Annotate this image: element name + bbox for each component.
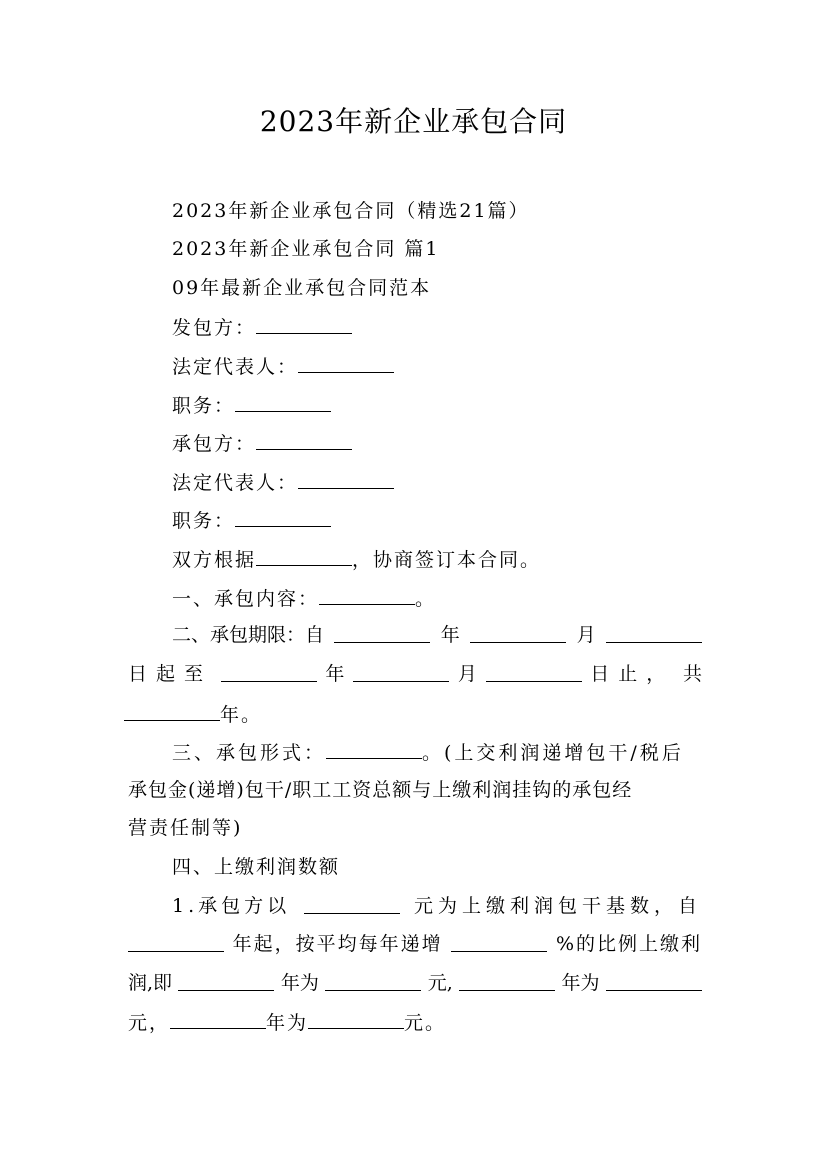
clause-text: 共 [682, 663, 702, 685]
section-heading: 2023年新企业承包合同 篇1 [172, 238, 440, 260]
party-b-rep-field [172, 468, 394, 496]
clause-text: 元为上缴利润包干基数，自 [413, 895, 702, 917]
clause-1 [172, 584, 436, 612]
blank-line [470, 622, 566, 643]
clause-text: 元。 [404, 1012, 447, 1034]
blank-line [459, 970, 555, 991]
blank-line [308, 1008, 404, 1029]
blank-line [256, 313, 352, 334]
blank-line [170, 1008, 266, 1029]
field-label: 职务： [172, 395, 236, 417]
clause-text: 年。 [220, 704, 263, 726]
clause-4-1-line-3 [128, 970, 702, 996]
clause-text: 月 [457, 663, 477, 685]
blank-line [178, 970, 274, 991]
blank-line [304, 893, 400, 914]
clause-4-heading: 四、上缴利润数额 [172, 856, 341, 878]
party-a-title-field [172, 391, 331, 419]
blank-line [325, 970, 421, 991]
clause-text: 年为 [266, 1012, 309, 1034]
blank-line [451, 931, 547, 952]
blank-line [235, 506, 331, 527]
blank-line [606, 622, 702, 643]
subtitle-line: 2023年新企业承包合同（精选21篇） [172, 200, 530, 222]
clause-text: 年为 [280, 972, 319, 994]
clause-4-1-line-4 [128, 1008, 446, 1036]
blank-line [298, 352, 394, 373]
clause-text: 一、承包内容： [172, 588, 320, 610]
field-label: 职务： [172, 510, 236, 532]
clause-2-line-2 [128, 661, 702, 687]
clause-4-1-line-1 [172, 893, 702, 919]
clause-3-line-2: 承包金(递增)包干/职工工资总额与上缴利润挂钩的承包经 [128, 779, 633, 801]
blank-line [486, 661, 582, 682]
clause-text: 元， [128, 1012, 171, 1034]
clause-text: 三、承包形式： [172, 742, 327, 764]
blank-line [353, 661, 449, 682]
clause-text: 双方根据 [172, 549, 257, 571]
clause-text: 年为 [561, 972, 600, 994]
clause-text: 1.承包方以 [172, 895, 291, 917]
clause-text: 。 [415, 588, 437, 610]
clause-4-1-line-2 [128, 931, 702, 957]
clause-text: 。(上交利润递增包干/税后 [422, 742, 684, 764]
clause-text: 日起至 [128, 663, 213, 685]
clause-text: 日止， [590, 663, 675, 685]
clause-text: 二、承包期限：自 [172, 624, 325, 646]
basis-clause [172, 545, 541, 573]
blank-line [256, 545, 352, 566]
blank-line [319, 584, 415, 605]
field-label: 发包方： [172, 317, 257, 339]
blank-line [298, 468, 394, 489]
clause-text: 年 [325, 663, 345, 685]
blank-line [124, 700, 220, 721]
blank-line [334, 622, 430, 643]
party-a-field [172, 313, 352, 341]
blank-line [256, 429, 352, 450]
clause-text: 润,即 [128, 972, 173, 994]
party-a-rep-field [172, 352, 394, 380]
field-label: 承包方： [172, 433, 257, 455]
blank-line [128, 931, 224, 952]
clause-text: 年 [440, 624, 460, 646]
clause-3-line-3: 营责任制等) [128, 817, 243, 839]
clause-text: 年起，按平均每年递增 [232, 933, 443, 955]
clause-2-line-1 [172, 622, 702, 648]
blank-line [606, 970, 702, 991]
contract-name: 09年最新企业承包合同范本 [172, 277, 432, 299]
party-b-title-field [172, 506, 331, 534]
document-title: 2023年新企业承包合同 [259, 105, 568, 138]
field-label: 法定代表人： [172, 356, 299, 378]
blank-line [221, 661, 317, 682]
field-label: 法定代表人： [172, 472, 299, 494]
blank-line [235, 391, 331, 412]
clause-text: ，协商签订本合同。 [352, 549, 542, 571]
clause-text: 月 [576, 624, 596, 646]
party-b-field [172, 429, 352, 457]
clause-text: %的比例上缴利 [555, 933, 702, 955]
clause-3-line-1 [172, 738, 684, 766]
clause-2-line-3 [124, 700, 262, 728]
blank-line [326, 738, 422, 759]
clause-text: 元, [427, 972, 453, 994]
